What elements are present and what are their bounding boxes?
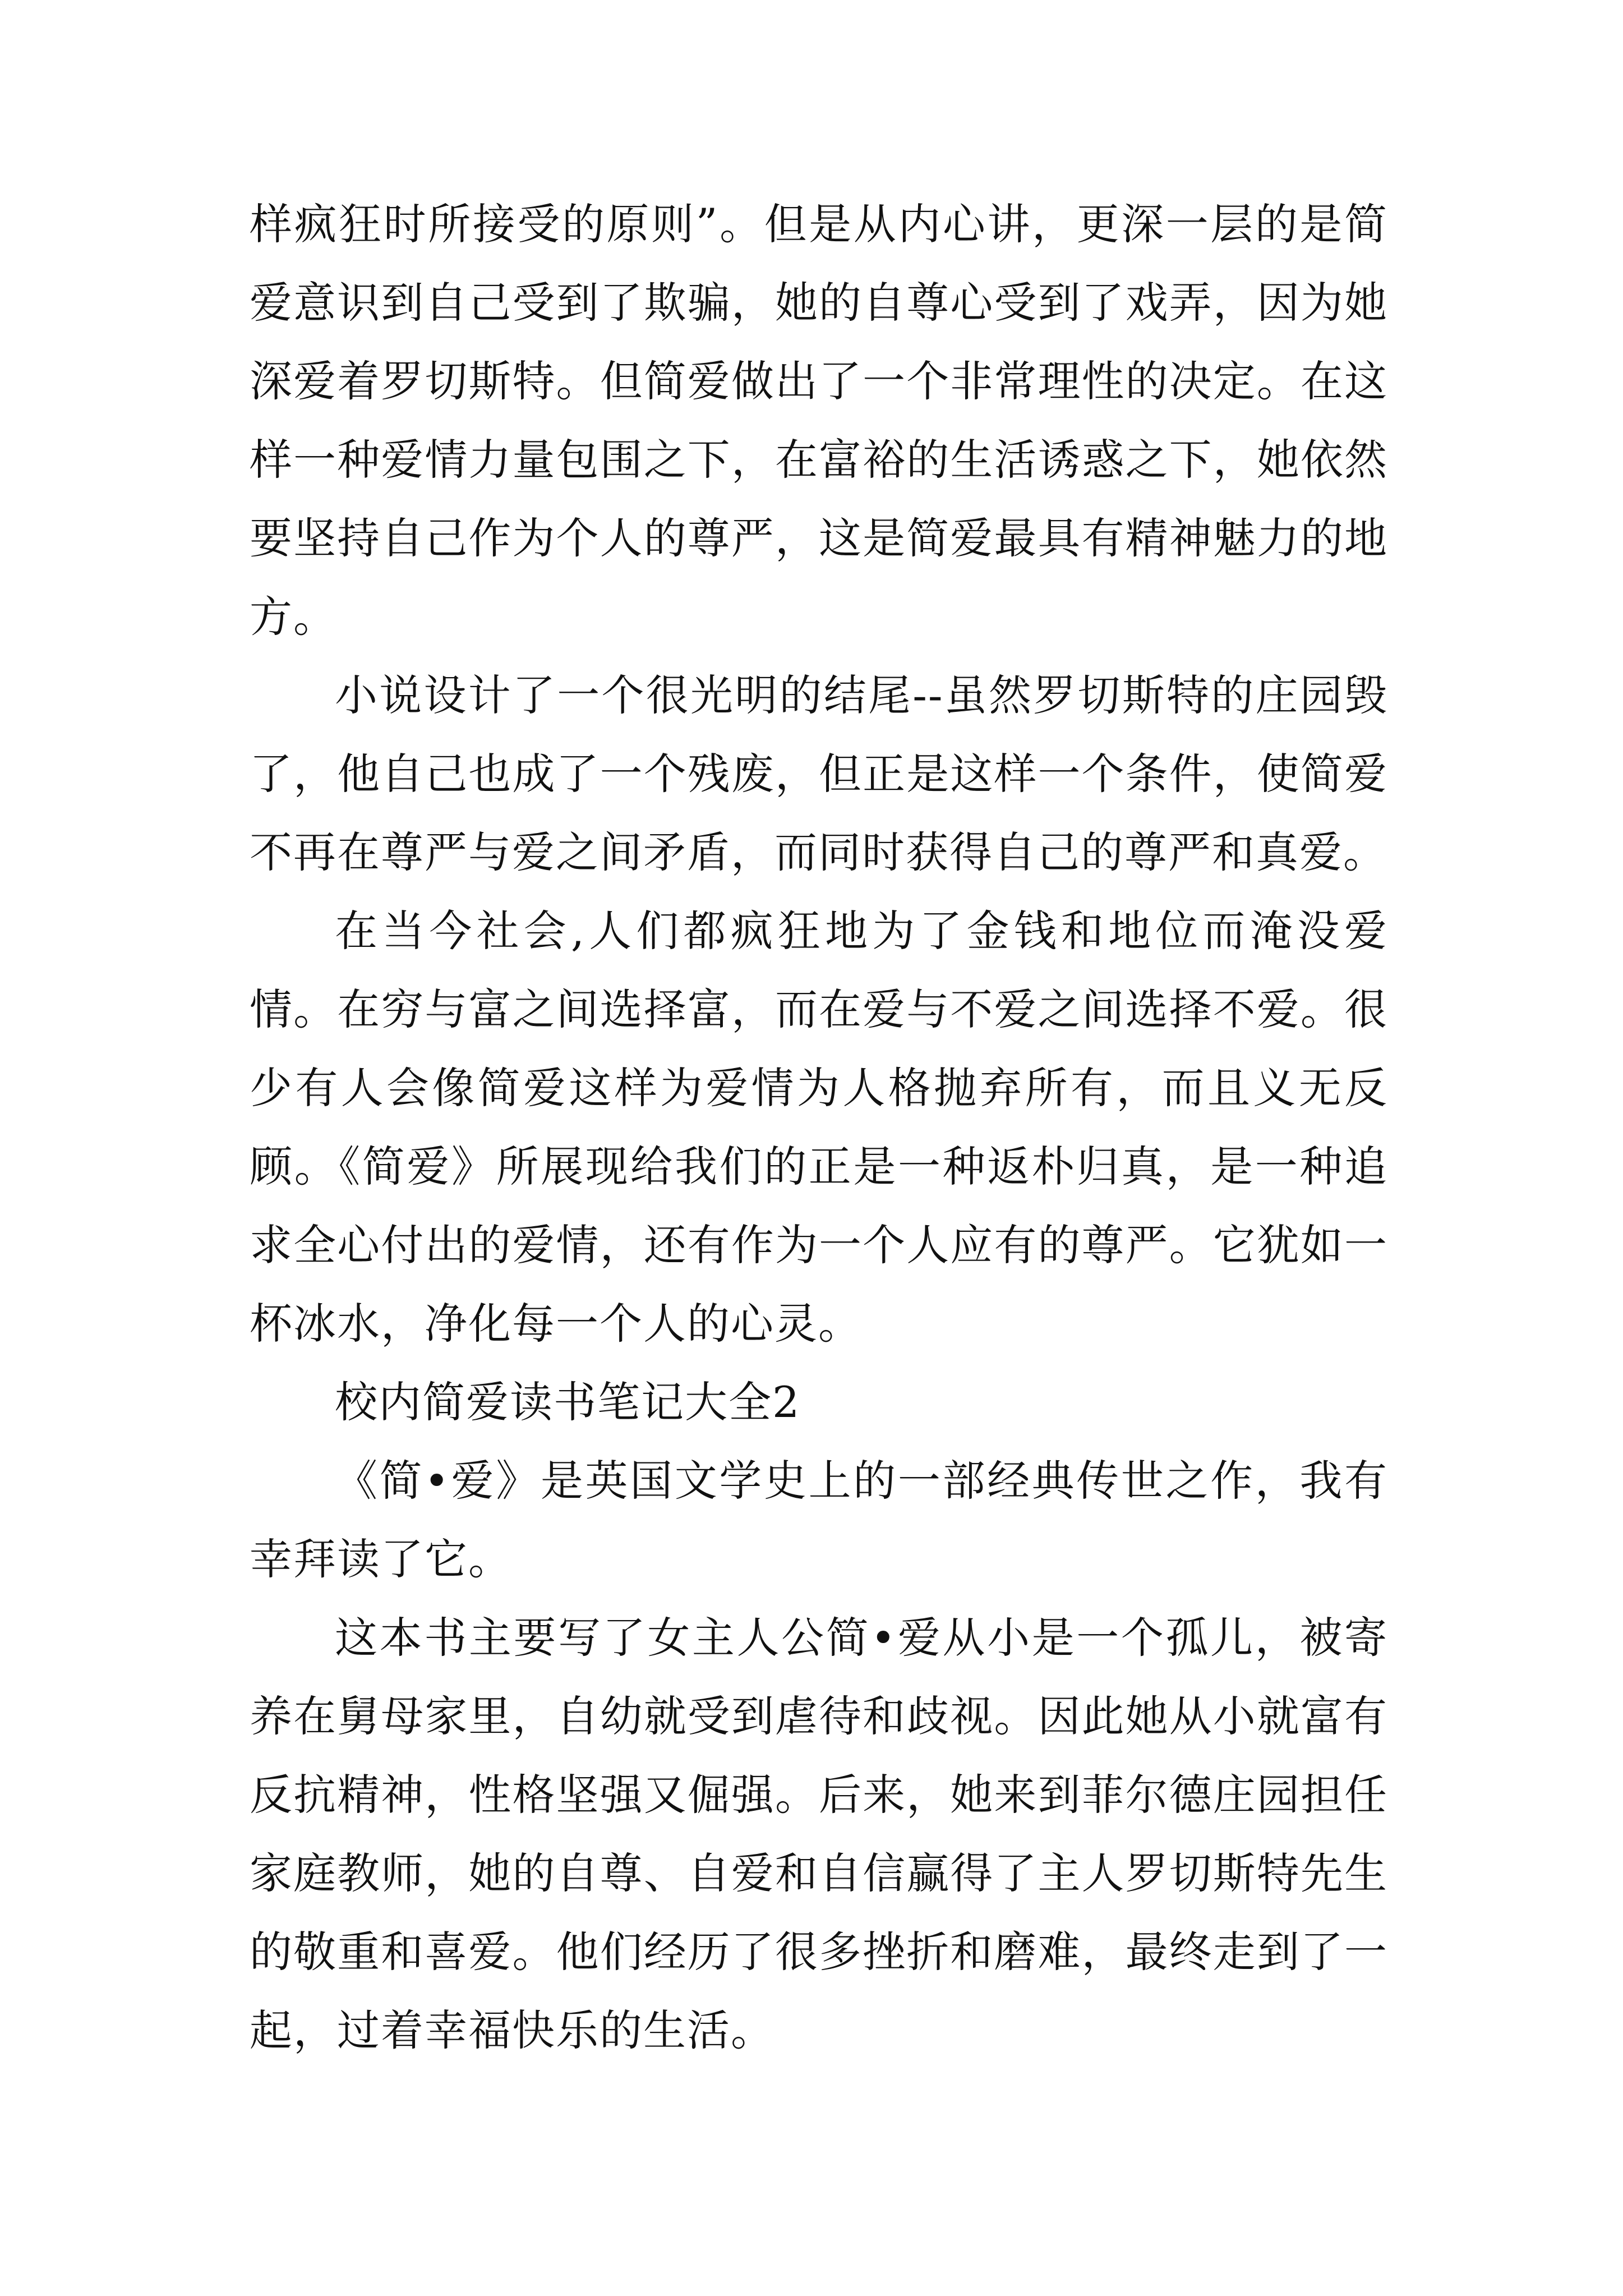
document-body bbox=[250, 185, 1388, 2070]
paragraph-society: 在当今社会,人们都疯狂地为了金钱和地位而淹没爱情。在穷与富之间选择富，而在爱与不爱之间选择不爱。很少有人会像简爱这样为爱情为人格抛弃所有，而且义无反顾。《简爱》所展现给我们的正是一种返朴归真，是一种追求全心付出的爱情，还有作为一个人应有的尊严。它犹如一杯冰水，净化每一个人的心灵。 bbox=[250, 906, 1388, 1349]
paragraph-intro: 《简•爱》是英国文学史上的一部经典传世之作，我有幸拜读了它。 bbox=[250, 1456, 1388, 1584]
paragraph-continued: 样疯狂时所接受的原则”。但是从内心讲，更深一层的是简爱意识到自己受到了欺骗，她的自尊心受到了戏弄，因为她深爱着罗切斯特。但简爱做出了一个非常理性的决定。在这样一种爱情力量包围之下，在富裕的生活诱惑之下，她依然要坚持自己作为个人的尊严，这是简爱最具有精神魅力的地方。 bbox=[250, 199, 1388, 642]
paragraph-ending: 小说设计了一个很光明的结尾--虽然罗切斯特的庄园毁了，他自己也成了一个残废，但正是这样一个条件，使简爱不再在尊严与爱之间矛盾，而同时获得自己的尊严和真爱。 bbox=[250, 670, 1388, 877]
paragraph-summary: 这本书主要写了女主人公简•爱从小是一个孤儿，被寄养在舅母家里，自幼就受到虐待和歧视。因此她从小就富有反抗精神，性格坚强又倔强。后来，她来到菲尔德庄园担任家庭教师，她的自尊、自爱和自信赢得了主人罗切斯特先生的敬重和喜爱。他们经历了很多挫折和磨难，最终走到了一起，过着幸福快乐的生活。 bbox=[250, 1613, 1388, 2055]
section-heading: 校内简爱读书笔记大全2 bbox=[335, 1377, 801, 1427]
